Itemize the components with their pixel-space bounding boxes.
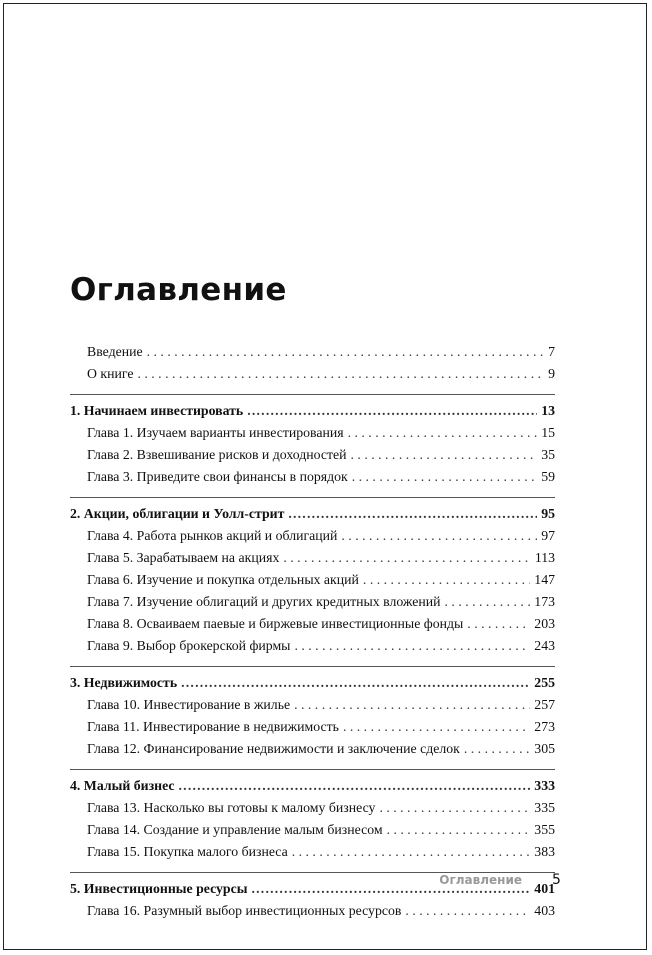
- section-divider: [70, 497, 555, 498]
- toc-part-page: 13: [541, 403, 555, 418]
- table-of-contents: [70, 344, 555, 925]
- toc-entry-about-book[interactable]: [70, 366, 555, 388]
- toc-chapter-2[interactable]: [70, 447, 555, 469]
- toc-part-page: 333: [534, 778, 555, 793]
- dot-leader: [137, 366, 544, 382]
- toc-chapter-label: Глава 4. Работа рынков акций и облигаций: [87, 528, 338, 543]
- page-number: 5: [552, 872, 561, 888]
- toc-chapter-6[interactable]: [70, 572, 555, 594]
- toc-chapter-label: Глава 7. Изучение облигаций и других кредитных вложений: [87, 594, 441, 609]
- toc-chapter-page: 97: [541, 528, 555, 543]
- dot-leader: [405, 903, 530, 919]
- toc-chapter-label: Глава 16. Разумный выбор инвестиционных ресурсов: [87, 903, 402, 918]
- toc-chapter-13[interactable]: [70, 800, 555, 822]
- toc-chapter-11[interactable]: [70, 719, 555, 741]
- toc-chapter-label: Глава 15. Покупка малого бизнеса: [87, 844, 288, 859]
- toc-chapter-page: 113: [534, 550, 555, 565]
- toc-chapter-10[interactable]: [70, 697, 555, 719]
- toc-chapter-page: 243: [534, 638, 555, 653]
- toc-chapter-1[interactable]: [70, 425, 555, 447]
- toc-chapter-label: Глава 1. Изучаем варианты инвестирования: [87, 425, 344, 440]
- toc-chapter-page: 383: [534, 844, 555, 859]
- toc-part-page: 255: [534, 675, 555, 690]
- toc-chapter-9[interactable]: [70, 638, 555, 660]
- toc-chapter-page: 203: [534, 616, 555, 631]
- toc-part-label: 5. Инвестиционные ресурсы: [70, 881, 248, 896]
- toc-chapter-12[interactable]: [70, 741, 555, 763]
- toc-chapter-label: Глава 12. Финансирование недвижимости и заключение сделок: [87, 741, 460, 756]
- toc-part-4[interactable]: [70, 778, 555, 800]
- toc-chapter-page: 403: [534, 903, 555, 918]
- dot-leader: [294, 638, 530, 654]
- toc-chapter-page: 273: [534, 719, 555, 734]
- dot-leader: [181, 675, 530, 691]
- toc-entry-label: Введение: [87, 344, 143, 359]
- toc-chapter-page: 305: [534, 741, 555, 756]
- toc-chapter-14[interactable]: [70, 822, 555, 844]
- toc-chapter-label: Глава 10. Инвестирование в жилье: [87, 697, 291, 712]
- toc-entry-page: 7: [548, 344, 555, 359]
- dot-leader: [351, 447, 538, 463]
- toc-chapter-label: Глава 5. Зарабатываем на акциях: [87, 550, 280, 565]
- toc-part-1[interactable]: [70, 403, 555, 425]
- toc-chapter-8[interactable]: [70, 616, 555, 638]
- dot-leader: [464, 741, 530, 757]
- dot-leader: [292, 844, 531, 860]
- toc-part-page: 95: [541, 506, 555, 521]
- dot-leader: [343, 719, 530, 735]
- toc-part-2[interactable]: [70, 506, 555, 528]
- dot-leader: [179, 778, 531, 794]
- dot-leader: [283, 550, 530, 566]
- toc-chapter-label: Глава 3. Приведите свои финансы в порядок: [87, 469, 348, 484]
- page-footer: [0, 872, 652, 890]
- toc-chapter-15[interactable]: [70, 844, 555, 866]
- toc-chapter-label: Глава 9. Выбор брокерской фирмы: [87, 638, 291, 653]
- toc-chapter-page: 147: [534, 572, 555, 587]
- toc-chapter-label: Глава 13. Насколько вы готовы к малому бизнесу: [87, 800, 376, 815]
- dot-leader: [387, 822, 531, 838]
- toc-part-3[interactable]: [70, 675, 555, 697]
- toc-chapter-page: 173: [534, 594, 555, 609]
- dot-leader: [467, 616, 530, 632]
- dot-leader: [363, 572, 530, 588]
- toc-part-label: 3. Недвижимость: [70, 675, 178, 690]
- section-divider: [70, 769, 555, 770]
- dot-leader: [147, 344, 544, 360]
- dot-leader: [341, 528, 537, 544]
- dot-leader: [445, 594, 531, 610]
- toc-entry-label: О книге: [87, 366, 134, 381]
- toc-chapter-page: 35: [541, 447, 555, 462]
- toc-chapter-4[interactable]: [70, 528, 555, 550]
- dot-leader: [348, 425, 538, 441]
- toc-chapter-page: 257: [534, 697, 555, 712]
- toc-chapter-label: Глава 11. Инвестирование в недвижимость: [87, 719, 339, 734]
- toc-chapter-5[interactable]: [70, 550, 555, 572]
- toc-chapter-label: Глава 2. Взвешивание рисков и доходностей: [87, 447, 347, 462]
- toc-chapter-3[interactable]: [70, 469, 555, 491]
- section-divider: [70, 394, 555, 395]
- toc-chapter-7[interactable]: [70, 594, 555, 616]
- toc-part-label: 2. Акции, облигации и Уолл-стрит: [70, 506, 285, 521]
- dot-leader: [379, 800, 530, 816]
- running-section-title: Оглавление: [439, 873, 522, 887]
- dot-leader: [352, 469, 537, 485]
- page-title: Оглавление: [70, 272, 287, 308]
- toc-chapter-page: 355: [534, 822, 555, 837]
- toc-chapter-16[interactable]: [70, 903, 555, 925]
- toc-chapter-label: Глава 8. Осваиваем паевые и биржевые инвестиционные фонды: [87, 616, 464, 631]
- toc-part-page: 401: [534, 881, 555, 896]
- toc-chapter-page: 15: [541, 425, 555, 440]
- dot-leader: [288, 506, 537, 522]
- toc-entry-page: 9: [548, 366, 555, 381]
- dot-leader: [247, 403, 537, 419]
- toc-chapter-label: Глава 14. Создание и управление малым бизнесом: [87, 822, 383, 837]
- section-divider: [70, 666, 555, 667]
- toc-chapter-label: Глава 6. Изучение и покупка отдельных акций: [87, 572, 359, 587]
- toc-part-label: 4. Малый бизнес: [70, 778, 175, 793]
- toc-entry-intro[interactable]: [70, 344, 555, 366]
- toc-chapter-page: 59: [541, 469, 555, 484]
- toc-chapter-page: 335: [534, 800, 555, 815]
- toc-part-label: 1. Начинаем инвестировать: [70, 403, 244, 418]
- dot-leader: [294, 697, 530, 713]
